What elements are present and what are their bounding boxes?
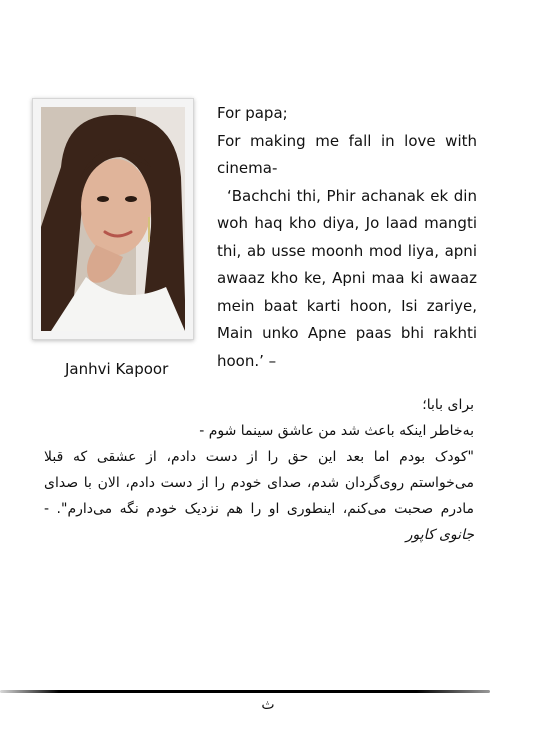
persian-quote-text: "کودک بودم اما بعد این حق را از دست دادم، از عشقی که قبلا می‌خواستم روی‌گردان شدم، صدای خودم را از دست دادم، الان با صدای مادرم صحبت می‌کنم، اینطوری او را هم نزدیک خودم نگه می‌دارم". -	[44, 449, 474, 517]
persian-line-1: برای بابا؛	[422, 397, 474, 413]
portrait-photo	[41, 107, 185, 331]
dedication-quote: ‘Bachchi thi, Phir achanak ek din woh haq kho diya, Jo laad mangti thi, ab usse moonh mod liya, apni awaaz kho ke, Apni maa ki awaaz mein baat karti hoon, Isi zariye, Main unko Apne paas bhi rakhti hoon.’ –	[217, 186, 477, 370]
english-dedication	[217, 100, 477, 375]
dedication-line-2: For making me fall in love with cinema-	[217, 131, 477, 177]
photo-caption: Janhvi Kapoor	[65, 360, 169, 378]
footer-divider	[0, 690, 490, 693]
dedication-line-1: For papa;	[217, 104, 288, 122]
persian-signature: جانوی کاپور	[405, 527, 474, 543]
persian-quote	[44, 444, 474, 548]
persian-line-2: به‌خاطر اینکه باعث شد من عاشق سینما شوم -	[199, 423, 474, 439]
persian-dedication	[44, 392, 474, 548]
portrait-illustration	[41, 107, 185, 331]
portrait-photo-frame	[32, 98, 194, 340]
page-number: ث	[261, 697, 275, 713]
